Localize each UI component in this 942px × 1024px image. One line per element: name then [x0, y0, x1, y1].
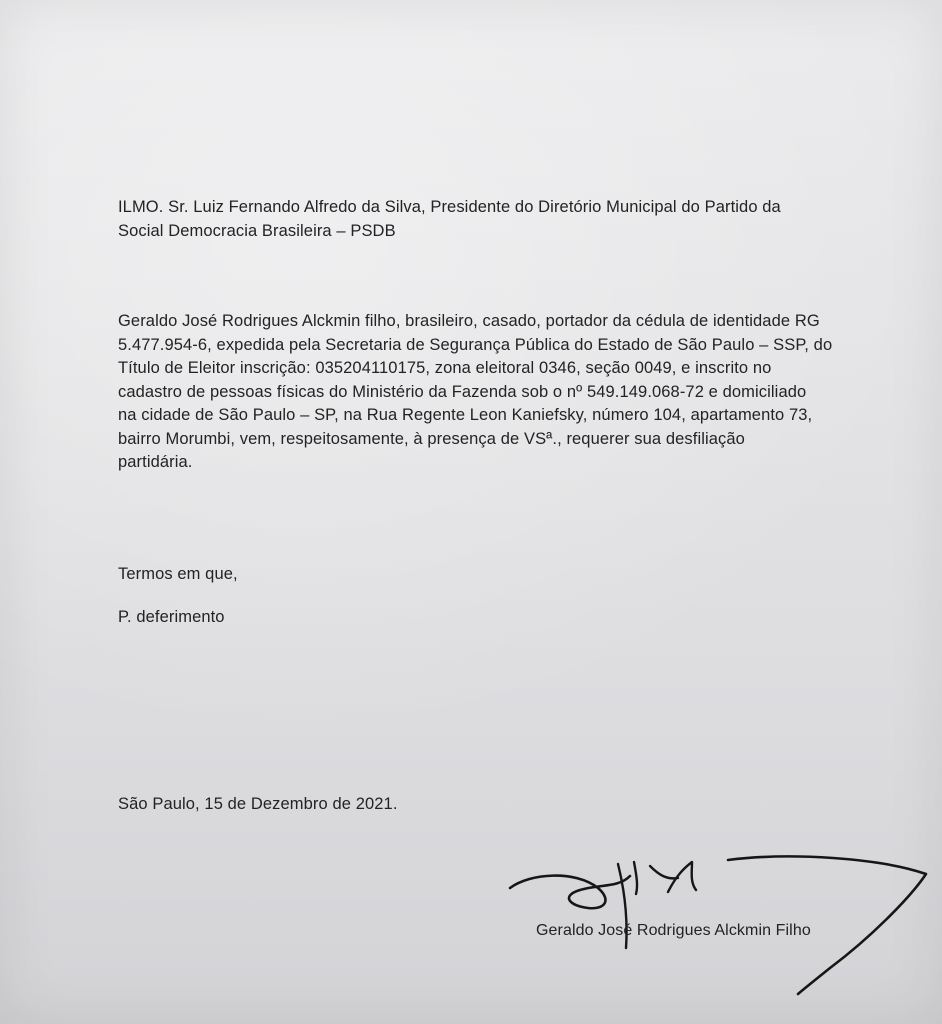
- request-paragraph: [118, 310, 832, 475]
- paragraph-line: Título de Eleitor inscrição: 035204110175, zona eleitoral 0346, seção 0049, e inscrito no: [118, 359, 772, 377]
- addressee-line: Social Democracia Brasileira – PSDB: [118, 221, 396, 240]
- paragraph-line: bairro Morumbi, vem, respeitosamente, à presença de VSª., requerer sua desfiliação: [118, 429, 745, 448]
- signature-stroke: [668, 862, 696, 892]
- paragraph-line: partidária.: [118, 453, 193, 471]
- paragraph-line: 5.477.954-6, expedida pela Secretaria de Segurança Pública do Estado de São Paulo – SSP, do: [118, 335, 833, 354]
- addressee-block: [118, 196, 781, 243]
- closing-terms: Termos em que,: [118, 565, 238, 583]
- paragraph-line: na cidade de São Paulo – SP, na Rua Regente Leon Kaniefsky, número 104, apartamento 73,: [118, 406, 813, 424]
- signature-stroke: [510, 876, 630, 909]
- signature-stroke: [650, 866, 678, 878]
- addressee-line: ILMO. Sr. Luiz Fernando Alfredo da Silva, Presidente do Diretório Municipal do Partido da: [118, 198, 781, 216]
- closing-deferimento: P. deferimento: [118, 608, 225, 626]
- place-date-line: São Paulo, 15 de Dezembro de 2021.: [118, 795, 398, 813]
- paragraph-line: Geraldo José Rodrigues Alckmin filho, brasileiro, casado, portador da cédula de identidade RG: [118, 312, 820, 330]
- paragraph-line: cadastro de pessoas físicas do Ministério da Fazenda sob o nº 549.149.068-72 e domiciliado: [118, 382, 807, 401]
- signer-name: Geraldo José Rodrigues Alckmin Filho: [536, 922, 811, 939]
- signature-stroke: [634, 862, 637, 894]
